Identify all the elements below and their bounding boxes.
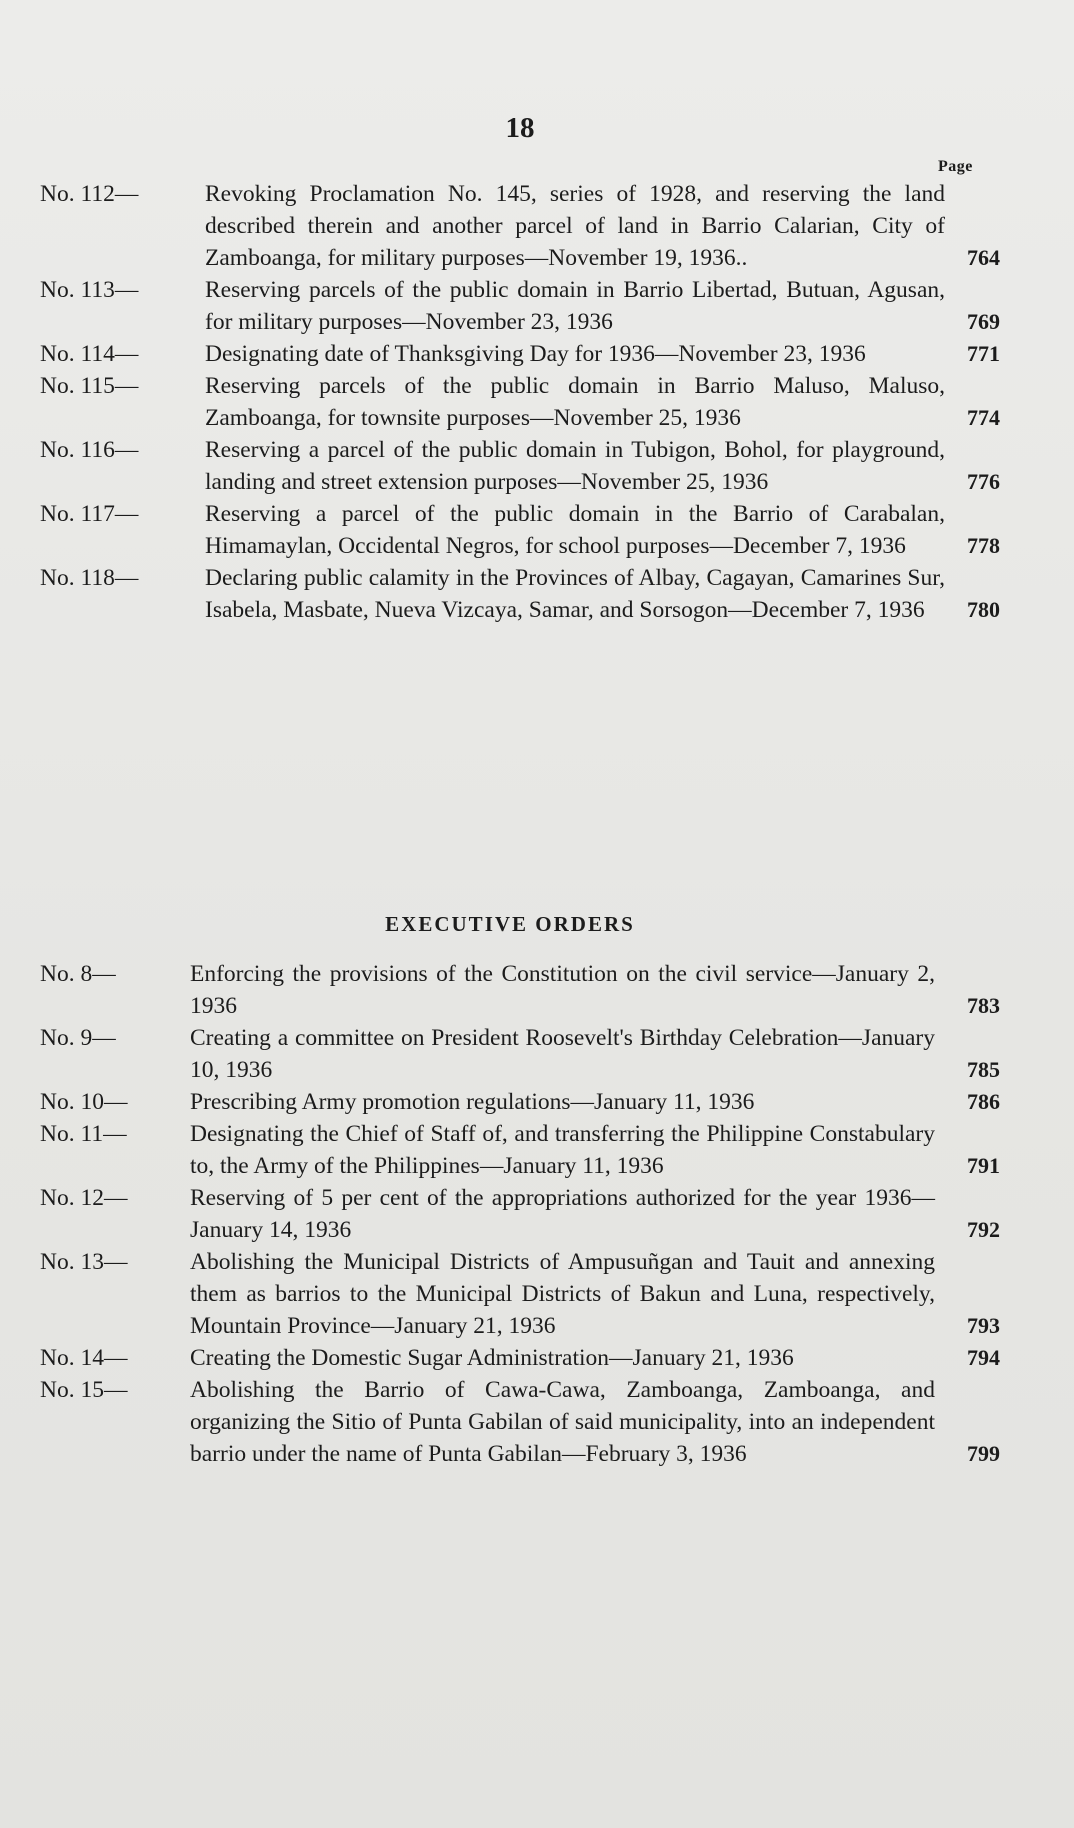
executive-order-entry <box>40 1118 1000 1182</box>
proclamation-number: No. 116— <box>40 437 139 463</box>
executive-order-entry <box>40 1342 1000 1374</box>
proclamation-entry <box>40 274 1000 338</box>
proclamation-title: Revoking Proclamation No. 145, series of 1928, and reserving the land described therein and another parcel of land in Barrio Calarian, City of Zamboanga, for military purposes—November 19, 1936.. <box>205 181 945 271</box>
proclamation-number: No. 113— <box>40 277 139 303</box>
executive-order-title: Creating the Domestic Sugar Administration—January 21, 1936 <box>190 1345 794 1371</box>
executive-order-number: No. 11— <box>40 1121 127 1147</box>
executive-order-number: No. 8— <box>40 961 116 987</box>
executive-order-entry <box>40 1246 1000 1342</box>
proclamation-number: No. 112— <box>40 181 139 207</box>
proclamation-title: Reserving a parcel of the public domain in the Barrio of Carabalan, Himamaylan, Occidental Negros, for school purposes—December 7, 1936 <box>205 501 945 559</box>
executive-order-page-number: 799 <box>967 1441 1000 1466</box>
executive-orders-list <box>40 958 1000 1470</box>
page-number: 18 <box>505 112 535 144</box>
proclamation-entry <box>40 434 1000 498</box>
proclamation-number: No. 115— <box>40 373 139 399</box>
executive-order-entry <box>40 1374 1000 1470</box>
page-column-label: Page <box>938 158 973 175</box>
proclamation-page-number: 776 <box>967 469 1000 494</box>
executive-order-entry <box>40 958 1000 1022</box>
executive-order-entry <box>40 1022 1000 1086</box>
proclamation-page-number: 780 <box>967 597 1000 622</box>
executive-order-number: No. 15— <box>40 1377 128 1403</box>
proclamation-title: Reserving parcels of the public domain in Barrio Libertad, Butuan, Agusan, for military purposes—November 23, 1936 <box>205 277 945 335</box>
executive-order-title: Enforcing the provisions of the Constitution on the civil service—January 2, 1936 <box>190 961 935 1019</box>
executive-orders-heading: EXECUTIVE ORDERS <box>385 912 635 936</box>
executive-order-number: No. 10— <box>40 1089 128 1115</box>
executive-order-entry <box>40 1182 1000 1246</box>
proclamation-entry <box>40 338 1000 370</box>
executive-order-page-number: 783 <box>967 993 1000 1018</box>
executive-order-page-number: 786 <box>967 1089 1000 1114</box>
proclamation-title: Reserving parcels of the public domain in Barrio Maluso, Maluso, Zamboanga, for townsite purposes—November 25, 1936 <box>205 373 945 431</box>
proclamation-page-number: 769 <box>967 309 1000 334</box>
proclamation-title: Reserving a parcel of the public domain in Tubigon, Bohol, for playground, landing and street extension purposes—November 25, 1936 <box>205 437 945 495</box>
proclamation-number: No. 118— <box>40 565 139 591</box>
executive-order-entry <box>40 1086 1000 1118</box>
proclamation-page-number: 771 <box>967 341 1000 366</box>
proclamation-entry <box>40 498 1000 562</box>
executive-order-page-number: 793 <box>967 1313 1000 1338</box>
executive-order-number: No. 12— <box>40 1185 128 1211</box>
executive-order-title: Reserving of 5 per cent of the appropriations authorized for the year 1936—January 14, 1936 <box>190 1185 935 1243</box>
proclamation-page-number: 774 <box>967 405 1000 430</box>
executive-order-number: No. 13— <box>40 1249 128 1275</box>
executive-order-number: No. 14— <box>40 1345 128 1371</box>
executive-order-page-number: 785 <box>967 1057 1000 1082</box>
executive-order-page-number: 791 <box>967 1153 1000 1178</box>
proclamation-title: Declaring public calamity in the Provinces of Albay, Cagayan, Camarines Sur, Isabela, Masbate, Nueva Vizcaya, Samar, and Sorsogon—December 7, 1936 <box>205 565 945 623</box>
executive-order-title: Abolishing the Municipal Districts of Ampusuñgan and Tauit and annexing them as barrios to the Municipal Districts of Bakun and Luna, respectively, Mountain Province—January 21, 1936 <box>190 1249 935 1339</box>
executive-order-page-number: 794 <box>967 1345 1000 1370</box>
executive-order-page-number: 792 <box>967 1217 1000 1242</box>
proclamation-entry <box>40 562 1000 626</box>
proclamation-number: No. 117— <box>40 501 139 527</box>
proclamation-page-number: 764 <box>967 245 1000 270</box>
executive-order-title: Designating the Chief of Staff of, and transferring the Philippine Constabulary to, the Army of the Philippines—January 11, 1936 <box>190 1121 935 1179</box>
executive-order-number: No. 9— <box>40 1025 116 1051</box>
executive-order-title: Prescribing Army promotion regulations—January 11, 1936 <box>190 1089 755 1115</box>
proclamation-title: Designating date of Thanksgiving Day for 1936—November 23, 1936 <box>205 341 866 367</box>
proclamation-entry <box>40 370 1000 434</box>
proclamations-list <box>40 178 1000 626</box>
executive-order-title: Creating a committee on President Roosevelt's Birthday Celebration—January 10, 1936 <box>190 1025 935 1083</box>
executive-order-title: Abolishing the Barrio of Cawa-Cawa, Zamboanga, Zamboanga, and organizing the Sitio of Punta Gabilan of said municipality, into an independent barrio under the name of Punta Gabilan—February 3, 1936 <box>190 1377 935 1467</box>
proclamation-entry <box>40 178 1000 274</box>
proclamation-number: No. 114— <box>40 341 139 367</box>
proclamation-page-number: 778 <box>967 533 1000 558</box>
